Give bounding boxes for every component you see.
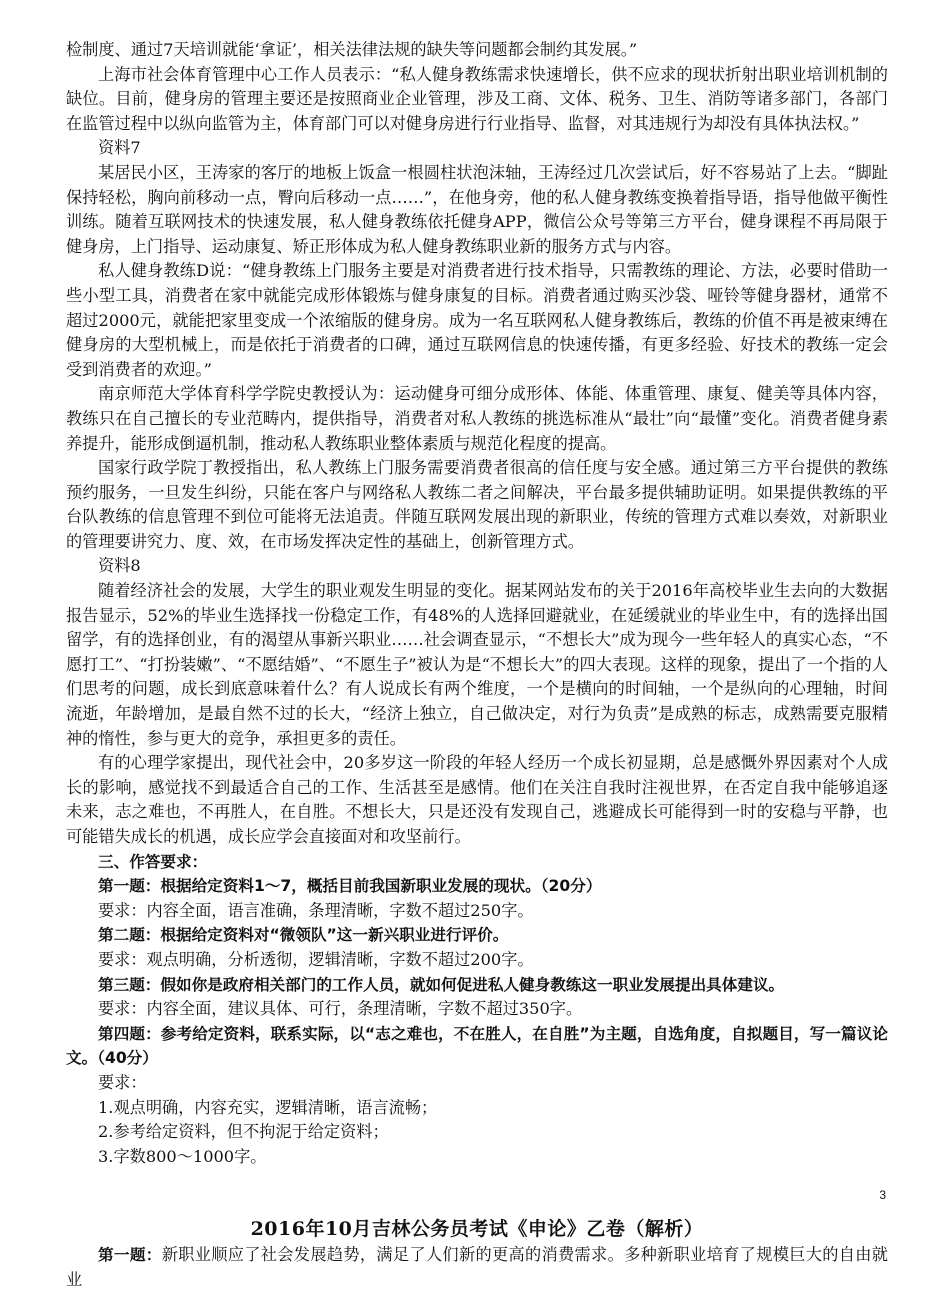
requirement-item: 1.观点明确，内容充实，逻辑清晰，语言流畅； — [98, 1097, 438, 1117]
question-3-requirement: 要求：内容全面，建议具体、可行，条理清晰，字数不超过350字。 — [98, 999, 583, 1019]
requirement-item: 3.字数800～1000字。 — [98, 1146, 267, 1166]
paragraph: 上海市社会体育管理中心工作人员表示：“私人健身教练需求快速增长，供不应求的现状折射出职业培训机制的缺位。目前，健身房的管理主要还是按照商业企业管理，涉及工商、文体、税务、卫生、消防等诸多部门，各部门在监管过程中以纵向监管为主，体育部门可以对健身房进行行业指导、监督，对其违规行为却没有具体执法权。” — [66, 64, 888, 133]
paragraph: 随着经济社会的发展，大学生的职业观发生明显的变化。据某网站发布的关于2016年高校毕业生去向的大数据报告显示，52%的毕业生选择找一份稳定工作，有48%的人选择回避就业，在延缓就业的毕业生中，有的选择出国留学，有的选择创业，有的渴望从事新兴职业……社会调查显示，“不想长大”成为现今一些年轻人的真实心态，“不愿打工”、“打扮装嫩”、“不愿结婚”、“不愿生子”被认为是“不想长大”的四大表现。这样的现象，提出了一个指的人们思考的问题，成长到底意味着什么？有人说成长有两个维度，一个是横向的时间轴，一个是纵向的心理轴，时间流逝，年龄增加，是最自然不过的长大，“经济上独立，自己做决定，对行为负责”是成熟的标志，成熟需要克服精神的惰性，参与更大的竞争，承担更多的责任。 — [66, 581, 888, 748]
analysis-label: 第一题： — [98, 1246, 162, 1265]
paragraph: 有的心理学家提出，现代社会中，20多岁这一阶段的年轻人经历一个成长初显期，总是感慨外界因素对个人成长的影响，感觉找不到最适合自己的工作、生活甚至是感情。他们在关注自我时注视世界，在否定自我中能够追逐未来，志之难也，不再胜人，在自胜。不想长大，只是还没有发现自己，逃避成长可能得到一时的安稳与平静，也可能错失成长的机遇，成长应学会直接面对和攻坚前行。 — [66, 753, 888, 846]
page-number: 3 — [879, 1188, 886, 1202]
analysis-text: 新职业顺应了社会发展趋势，满足了人们新的更高的消费需求。多种新职业培育了规模巨大的自由就业 — [66, 1245, 888, 1289]
question-3: 第三题：假如你是政府相关部门的工作人员，就如何促进私人健身教练这一职业发展提出具体建议。 — [98, 975, 785, 994]
paragraph: 检制度、通过7天培训就能‘拿证’，相关法律法规的缺失等问题都会制约其发展。” — [66, 40, 638, 59]
analysis-title: 2016年10月吉林公务员考试《申论》乙卷（解析） — [250, 1218, 704, 1241]
section-heading: 三、作答要求： — [98, 852, 208, 871]
requirement-item: 2.参考给定资料，但不拘泥于给定资料； — [98, 1122, 389, 1142]
analysis-paragraph — [66, 1243, 888, 1292]
spacer — [66, 1169, 888, 1215]
material-heading: 资料7 — [98, 138, 141, 158]
question-1-requirement: 要求：内容全面，语言准确，条理清晰，字数不超过250字。 — [98, 900, 534, 920]
question-4: 第四题：参考给定资料，联系实际，以“志之难也，不在胜人，在自胜”为主题，自选角度，自拟题目，写一篇议论文。（40分） — [66, 1024, 888, 1068]
document-body — [66, 38, 888, 1293]
material-heading: 资料8 — [98, 556, 141, 576]
paragraph: 私人健身教练D说：“健身教练上门服务主要是对消费者进行技术指导，只需教练的理论、方法，必要时借助一些小型工具，消费者在家中就能完成形体锻炼与健身康复的目标。消费者通过购买沙袋、哑铃等健身器材，通常不超过2000元，就能把家里变成一个浓缩版的健身房。成为一名互联网私人健身教练后，教练的价值不再是被束缚在健身房的大型机械上，而是依托于消费者的口碑，通过互联网信息的快速传播，有更多经验、好技术的教练一定会受到消费者的欢迎。” — [66, 261, 888, 379]
question-1: 第一题：根据给定资料1～7，概括目前我国新职业发展的现状。（20分） — [98, 877, 602, 896]
question-4-requirement: 要求： — [98, 1072, 147, 1092]
paragraph: 某居民小区，王涛家的客厅的地板上饭盒一根圆柱状泡沫轴，王涛经过几次尝试后，好不容易站了上去。“脚趾保持轻松，胸向前移动一点，臀向后移动一点……”，在他身旁，他的私人健身教练变换着指导语，指导他做平衡性训练。随着互联网技术的快速发展，私人健身教练依托健身APP，微信公众号等第三方平台，健身课程不再局限于健身房，上门指导、运动康复、矫正形体成为私人健身教练职业新的服务方式与内容。 — [66, 162, 888, 256]
paragraph: 南京师范大学体育科学学院史教授认为：运动健身可细分成形体、体能、体重管理、康复、健美等具体内容，教练只在自己擅长的专业范畴内，提供指导，消费者对私人教练的挑选标准从“最壮”向“最懂”变化。消费者健身素养提升，能形成倒逼机制，推动私人教练职业整体素质与规范化程度的提高。 — [66, 384, 888, 453]
question-2-requirement: 要求：观点明确，分析透彻，逻辑清晰，字数不超过200字。 — [98, 949, 534, 969]
paragraph: 国家行政学院丁教授指出，私人教练上门服务需要消费者很高的信任度与安全感。通过第三方平台提供的教练预约服务，一旦发生纠纷，只能在客户与网络私人教练二者之间解决，平台最多提供辅助证明。如果提供教练的平台队教练的信息管理不到位可能将无法追责。伴随互联网发展出现的新职业，传统的管理方式难以奏效，对新职业的管理要讲究力、度、效，在市场发挥决定性的基础上，创新管理方式。 — [66, 458, 888, 551]
question-2: 第二题：根据给定资料对“微领队”这一新兴职业进行评价。 — [98, 926, 509, 945]
